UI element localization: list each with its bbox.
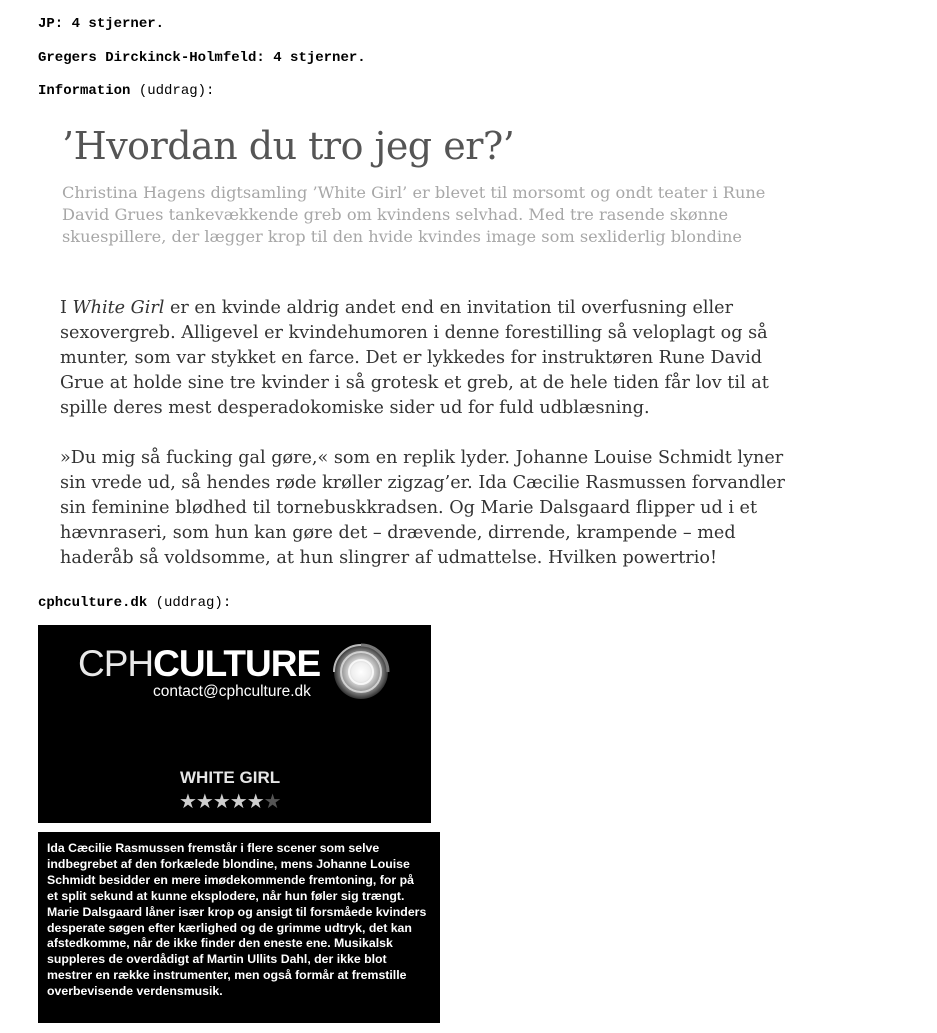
- cphculture-review-box: [38, 832, 440, 1023]
- show-title: WHITE GIRL: [180, 768, 281, 787]
- paragraph-1-start: I: [60, 298, 73, 318]
- information-paragraph-1: [60, 296, 795, 421]
- play-title: White Girl: [72, 298, 165, 318]
- cphculture-source: cphculture.dk: [38, 595, 148, 611]
- cphculture-banner: [38, 625, 431, 823]
- empty-star-icon: ★: [263, 789, 281, 813]
- filled-stars-icon: ★★★★★: [179, 789, 264, 813]
- information-headline: ’Hvordan du tro jeg er?’: [62, 124, 515, 168]
- information-paragraph-2: »Du mig så fucking gal gøre,« som en replik lyder. Johanne Louise Schmidt lyner sin vrede ud, så hendes røde krøller zigzag’er. Ida Cæcilie Rasmussen forvandler sin feminine blødhed til tornebuskkradsen. Og Marie Dalsgaard flipper ud i et hævnraseri, som hun kan gøre det – drævende, dirrende, krampende – med haderåb så voldsomme, at hun slingrer af udmattelse. Hvilken powertrio!: [60, 448, 785, 568]
- swirl-logo-icon: [332, 643, 390, 701]
- paragraph-1-text: er en kvinde aldrig andet end en invitation til overfusning eller sexovergreb. Alligevel er kvindehumoren i denne forestilling så veloplagt og så munter, som var stykket en farce. Det er lykkedes for instruktøren Rune David Grue at holde sine tre kvinder i så grotesk et greb, at de hele tiden får lov til at spille deres mest desperadokomiske sider ud for fuld udblæsning.: [60, 298, 769, 418]
- rating-jp: [38, 16, 164, 32]
- rating-jp-source: JP:: [38, 16, 64, 32]
- rating-gregers-source: Gregers Dirckinck-Holmfeld:: [38, 50, 265, 66]
- rating-gregers: [38, 50, 366, 66]
- information-source: Information: [38, 83, 131, 99]
- information-heading: [38, 83, 214, 99]
- rating-jp-value: 4 stjerner.: [71, 16, 165, 32]
- cphculture-note: (uddrag):: [155, 595, 232, 611]
- rating-gregers-value: 4 stjerner.: [273, 50, 366, 66]
- cphculture-heading: [38, 595, 231, 611]
- information-note: (uddrag):: [138, 83, 215, 99]
- logo-bold: CULTURE: [153, 643, 321, 684]
- cphculture-contact: contact@cphculture.dk: [153, 683, 311, 700]
- cphculture-logo: [78, 643, 320, 685]
- cphculture-review-text: Ida Cæcilie Rasmussen fremstår i flere scener som selve indbegrebet af den forkælede blondine, mens Johanne Louise Schmidt besidder en mere imødekommende fremtoning, for på et split sekund at kunne eksplodere, når hun føler sig trængt. Marie Dalsgaard låner især krop og ansigt til forsmåede kvinders desperate søgen efter kærlighed og de grimme udtryk, det kan afstedkomme, når de ikke finder den eneste ene. Musikalsk suppleres de overdådigt af Martin Ullits Dahl, der ikke blot mestrer en række instrumenter, men også formår at fremstille overbevisende verdensmusik.: [47, 841, 427, 999]
- star-rating: [179, 790, 281, 812]
- information-lede: Christina Hagens digtsamling ’White Girl’ er blevet til morsomt og ondt teater i Rune David Grues tankevækkende greb om kvindens selvhad. Med tre rasende skønne skuespillere, der lægger krop til den hvide kvindes image som sexliderlig blondine: [62, 183, 766, 246]
- logo-thin: CPH: [78, 643, 154, 684]
